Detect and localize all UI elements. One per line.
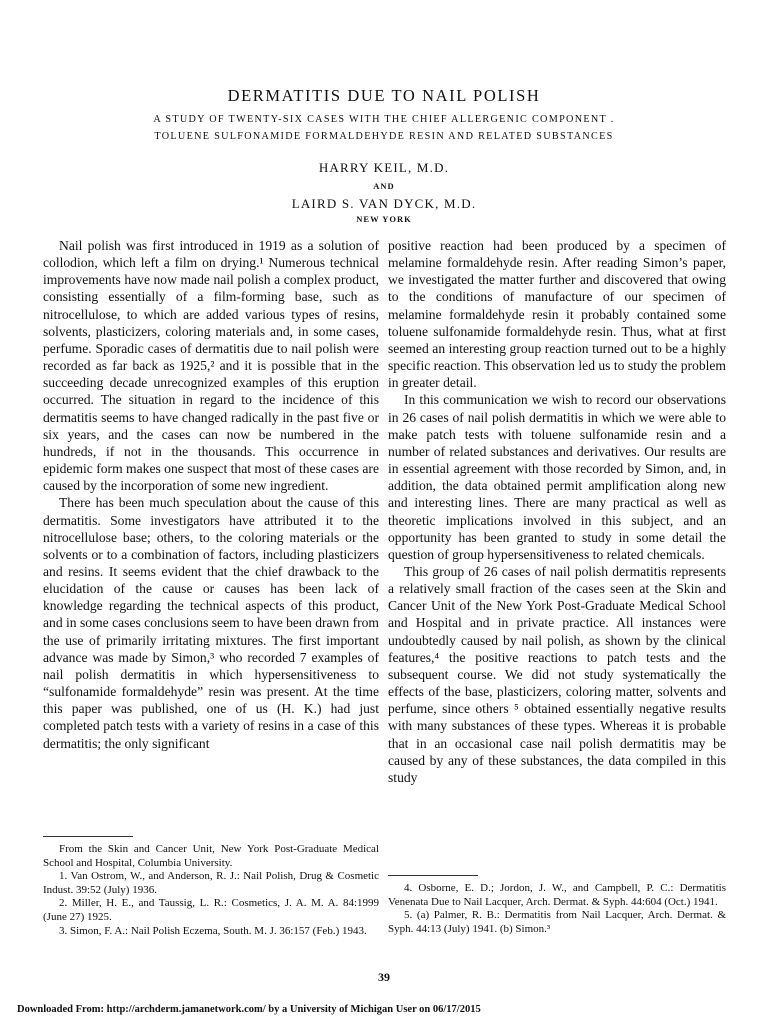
- body-paragraph: This group of 26 cases of nail polish dermatitis represents a relatively small fraction of the cases seen at the Skin and Cancer Unit of the New York Post-Graduate Medical School and Hospital and in private practice. All instances were undoubtedly caused by nail polish, as shown by the clinical features,⁴ the positive reactions to patch tests and the subsequent course. We did not study systematically the effects of the base, plasticizers, coloring matter, solvents and perfume, since others ⁵ obtained essentially negative results with many substances of these types. Whereas it is probable that in an occasional case nail polish dermatitis may be caused by any of these substances, the data compiled in this study: [388, 563, 726, 785]
- footnote-affiliation: From the Skin and Cancer Unit, New York Post-Graduate Medical School and Hospital, Columbia University.: [43, 843, 379, 869]
- author-van-dyck: LAIRD S. VAN DYCK, M.D.: [291, 196, 477, 211]
- footnote: 4. Osborne, E. D.; Jordon, J. W., and Campbell, P. C.: Dermatitis Venenata Due to Nail Lacquer, Arch. Dermat. & Syph. 44:604 (Oct.) 1941.: [388, 882, 726, 908]
- author-conjunction: AND: [373, 181, 395, 191]
- article-subtitle-line-1: A STUDY OF TWENTY-SIX CASES WITH THE CHIEF ALLERGENIC COMPONENT .: [153, 114, 615, 125]
- body-column-left: [43, 237, 379, 752]
- body-paragraph: There has been much speculation about the cause of this dermatitis. Some investigators have attributed it to the nitrocellulose base; others, to the coloring materials or the solvents or to a combination of factors, including plasticizers and resins. It seems evident that the chief drawback to the elucidation of the cause or causes has been lack of knowledge regarding the technical aspects of this product, and in some cases conclusions seem to have been drawn from the use of primarily irritating mixtures. The first important advance was made by Simon,³ who recorded 7 examples of nail polish dermatitis in which hypersensitiveness to “sulfonamide formaldehyde” resin was present. At the time this paper was published, one of us (H. K.) had just completed patch tests with a variety of resins in a case of this dermatitis; the only significant: [43, 495, 379, 751]
- author-keil: HARRY KEIL, M.D.: [318, 160, 450, 175]
- footnote-divider-right: [388, 875, 478, 876]
- author-location: NEW YORK: [356, 214, 412, 224]
- download-notice: Downloaded From: http://archderm.jamanetwork.com/ by a University of Michigan User on 06/17/2015: [17, 1004, 481, 1015]
- footnote: 1. Van Ostrom, W., and Anderson, R. J.: Nail Polish, Drug & Cosmetic Indust. 39:52 (July) 1936.: [43, 870, 379, 896]
- body-paragraph: positive reaction had been produced by a specimen of melamine formaldehyde resin. After reading Simon’s paper, we investigated the matter further and discovered that owing to the conditions of manufacture of our specimen of melamine formaldehyde resin it probably contained some toluene sulfonamide formaldehyde resin. Thus, what at first seemed an interesting group reaction turned out to be a highly specific reaction. This observation led us to study the problem in greater detail.: [388, 238, 727, 391]
- footnotes-left: [43, 843, 379, 938]
- footnote: 2. Miller, H. E., and Taussig, L. R.: Cosmetics, J. A. M. A. 84:1999 (June 27) 1925.: [43, 897, 379, 923]
- article-title: DERMATITIS DUE TO NAIL POLISH: [227, 86, 541, 105]
- page-number: 39: [378, 970, 390, 984]
- body-paragraph: Nail polish was first introduced in 1919 as a solution of collodion, which left a film on drying.¹ Numerous technical improvements have now made nail polish a complex product, consisting essentially of a film-forming base, such as nitrocellulose, to which are added various types of resins, solvents, plasticizers, coloring materials and, in some cases, perfume. Sporadic cases of dermatitis due to nail polish were recorded as far back as 1925,² and it is possible that in the succeeding decade unrecognized examples of this eruption occurred. The situation in regard to the incidence of this dermatitis seems to have changed radically in the past five or six years, and the cases can now be numbered in the hundreds, if not in the thousands. This occurrence in epidemic form makes one suspect that most of these cases are caused by the incorporation of some new ingredient.: [43, 238, 379, 494]
- footnotes-right: [388, 882, 726, 936]
- body-column-right: [388, 237, 726, 786]
- article-subtitle-line-2: TOLUENE SULFONAMIDE FORMALDEHYDE RESIN AND RELATED SUBSTANCES: [154, 131, 614, 142]
- footnote: 3. Simon, F. A.: Nail Polish Eczema, South. M. J. 36:157 (Feb.) 1943.: [59, 924, 367, 937]
- footnote: 5. (a) Palmer, R. B.: Dermatitis from Nail Lacquer, Arch. Dermat. & Syph. 44:13 (July) 1941. (b) Simon.³: [388, 909, 726, 935]
- body-paragraph: In this communication we wish to record our observations in 26 cases of nail polish dermatitis in which we were able to make patch tests with toluene sulfonamide resin and a number of related substances and derivatives. Our results are in essential agreement with those recorded by Simon, and, in addition, the data obtained permit amplification along new and interesting lines. There are many practical as well as theoretic implications involved in this subject, and an opportunity has been granted to study in some detail the question of group hypersensitiveness to related chemicals.: [388, 392, 726, 562]
- footnote-divider-left: [43, 836, 133, 837]
